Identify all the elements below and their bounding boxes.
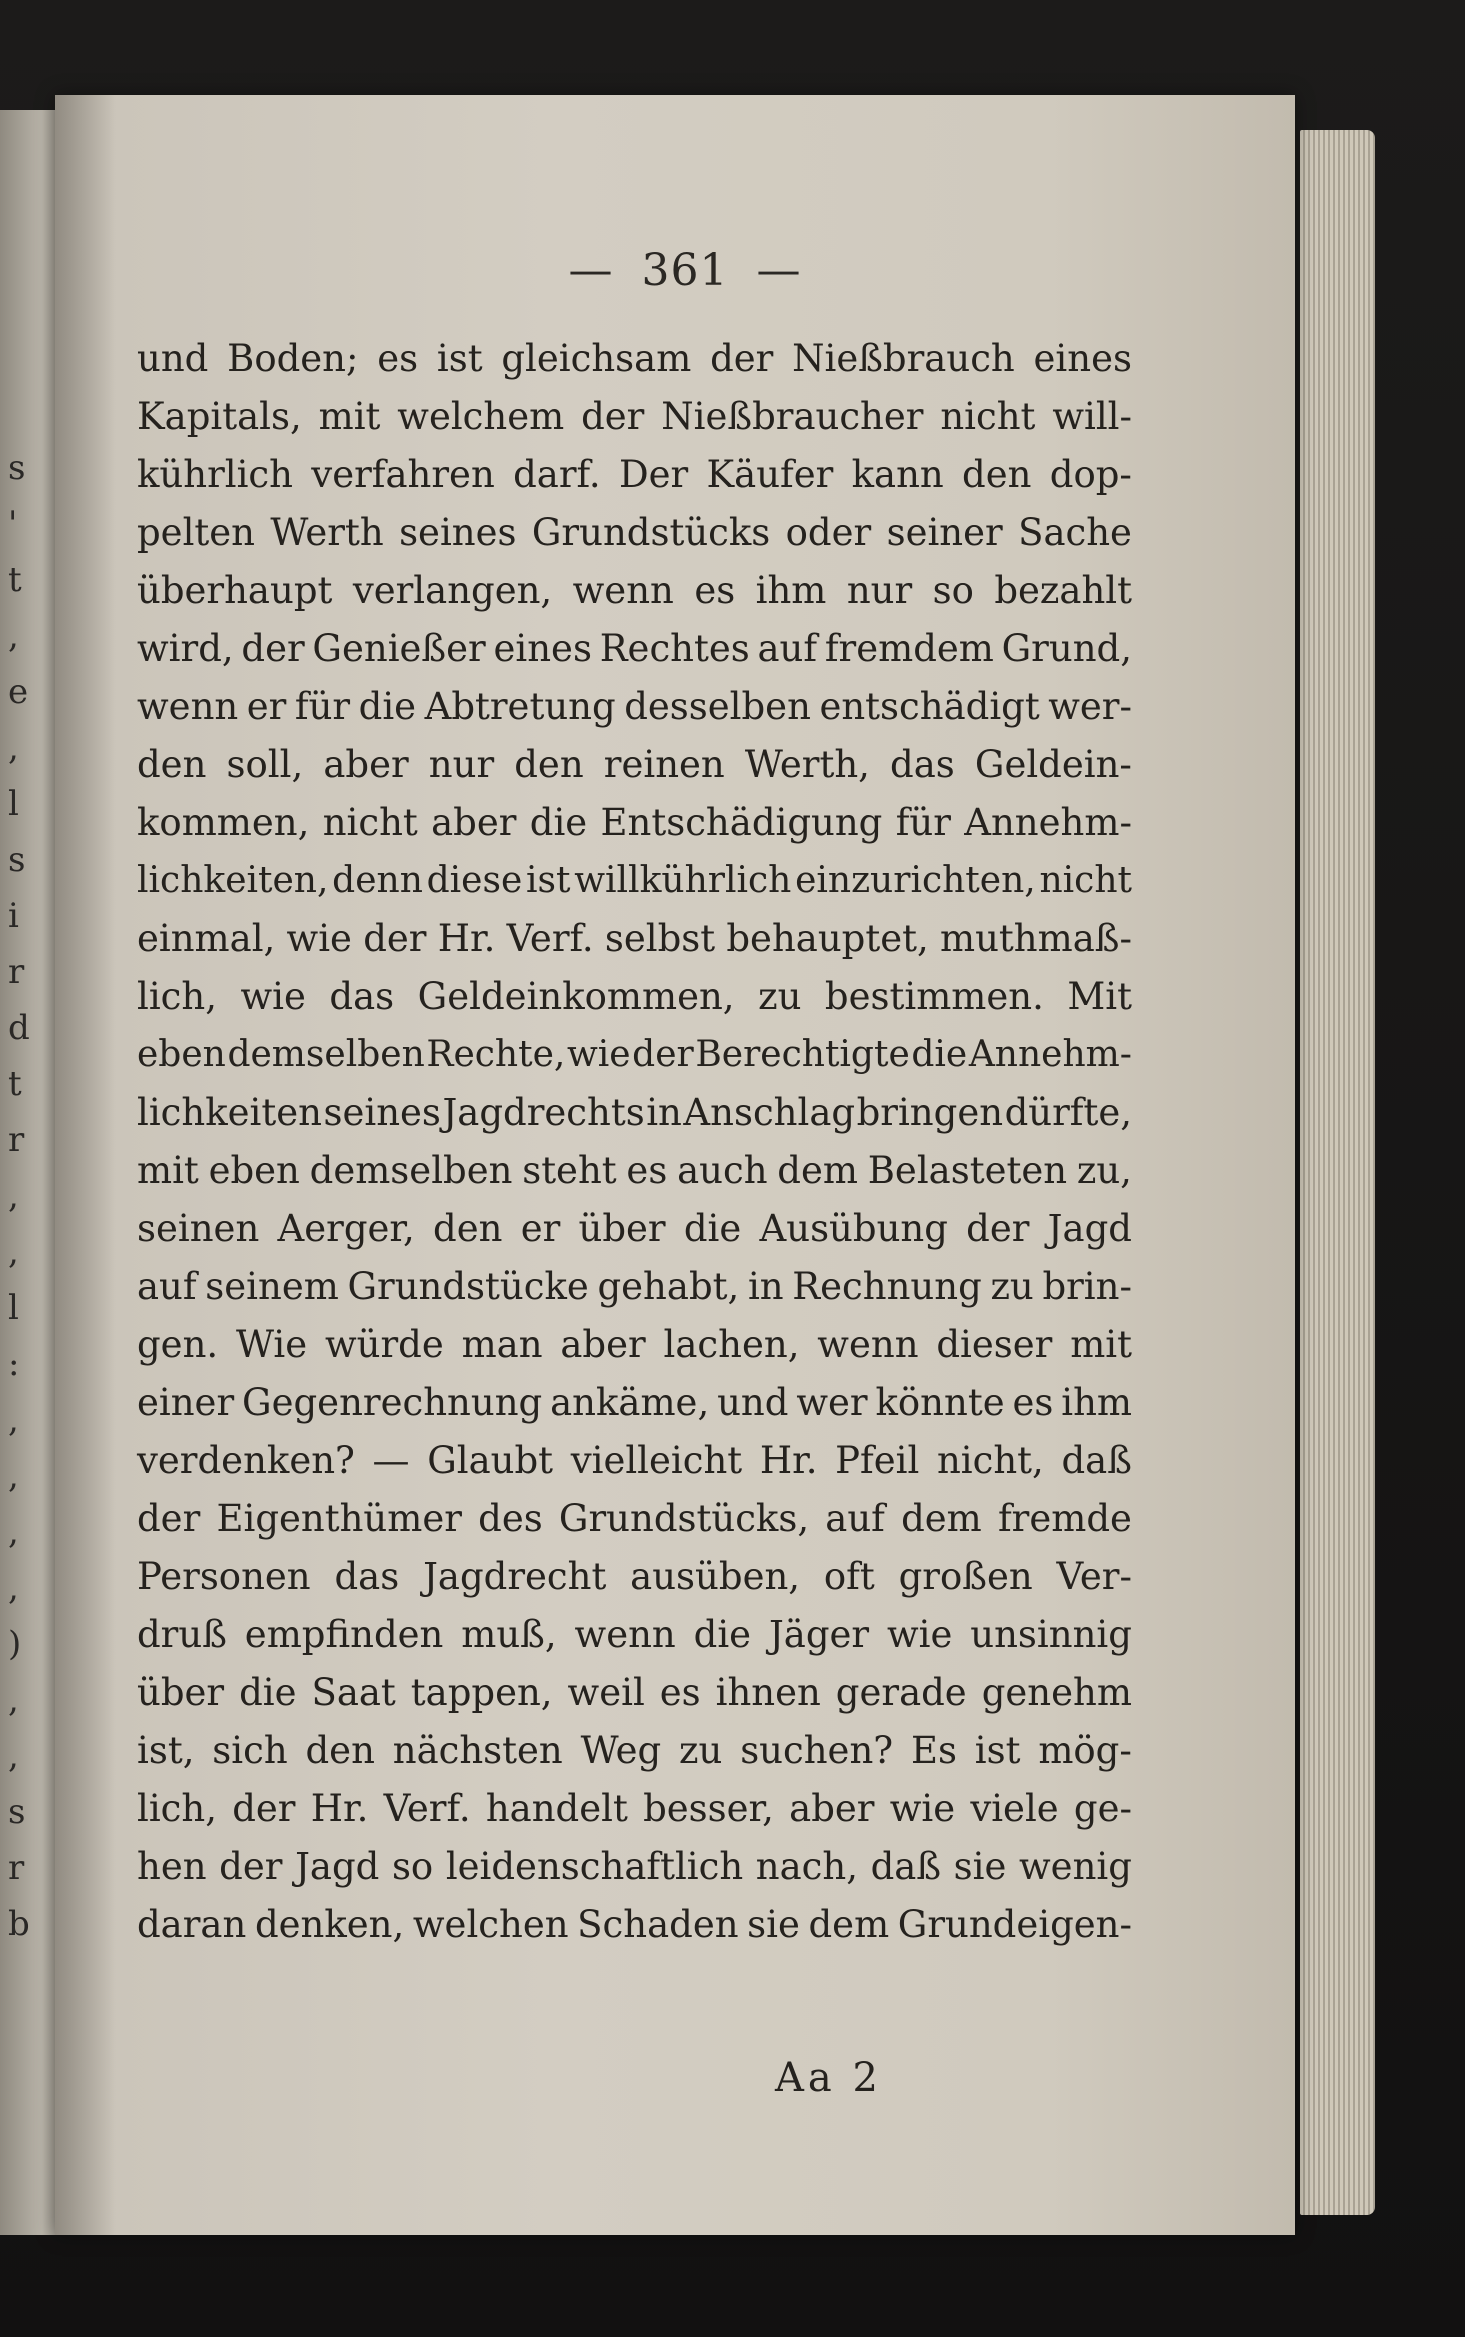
page-number xyxy=(55,245,1295,296)
book xyxy=(55,95,1335,2235)
text-line: hen der Jagd so leidenschaftlich nach, daß sie wenig xyxy=(137,1845,1132,1888)
page-stack-edge xyxy=(1300,130,1375,2215)
text-line: lich, der Hr. Verf. handelt besser, aber wie viele ge- xyxy=(137,1787,1132,1830)
page-number-dash-right: — xyxy=(756,245,802,296)
text-line: einer Gegenrechnung ankäme, und wer könnte es ihm xyxy=(137,1381,1132,1424)
text-line: gen. Wie würde man aber lachen, wenn dieser mit xyxy=(137,1323,1132,1366)
text-line: daran denken, welchen Schaden sie dem Grundeigen- xyxy=(137,1903,1132,1946)
text-line: der Eigenthümer des Grundstücks, auf dem fremde xyxy=(137,1497,1132,1540)
body-text xyxy=(137,330,1132,1954)
text-line: kührlich verfahren darf. Der Käufer kann den dop- xyxy=(137,453,1132,496)
book-page xyxy=(55,95,1295,2235)
text-line: auf seinem Grundstücke gehabt, in Rechnung zu brin- xyxy=(137,1265,1132,1308)
text-line: über die Saat tappen, weil es ihnen gerade genehm xyxy=(137,1671,1132,1714)
text-line: verdenken? — Glaubt vielleicht Hr. Pfeil nicht, daß xyxy=(137,1439,1132,1482)
text-line: druß empfinden muß, wenn die Jäger wie unsinnig xyxy=(137,1613,1132,1656)
facing-page-text-fragments: s ' t , e , l s i r d t r , , l : , , , , ) , , s r b xyxy=(8,448,30,1944)
page-number-value: 361 xyxy=(641,245,729,296)
text-line: ist, sich den nächsten Weg zu suchen? Es ist mög- xyxy=(137,1729,1132,1772)
text-line: seinen Aerger, den er über die Ausübung der Jagd xyxy=(137,1207,1132,1250)
text-line: pelten Werth seines Grundstücks oder seiner Sache xyxy=(137,511,1132,554)
text-line: lichkeiten seines Jagdrechts in Anschlag bringen dürfte, xyxy=(137,1091,1132,1134)
text-line: Personen das Jagdrecht ausüben, oft großen Ver- xyxy=(137,1555,1132,1598)
text-line: mit eben demselben steht es auch dem Belasteten zu, xyxy=(137,1149,1132,1192)
text-line: Kapitals, mit welchem der Nießbraucher nicht will- xyxy=(137,395,1132,438)
text-line: überhaupt verlangen, wenn es ihm nur so bezahlt xyxy=(137,569,1132,612)
text-line: wird, der Genießer eines Rechtes auf fremdem Grund, xyxy=(137,627,1132,670)
text-line: eben demselben Rechte, wie der Berechtigte die Annehm- xyxy=(137,1034,1132,1075)
text-line: lich, wie das Geldeinkommen, zu bestimmen. Mit xyxy=(137,975,1132,1018)
text-line: und Boden; es ist gleichsam der Nießbrauch eines xyxy=(137,337,1132,380)
gutter-shadow xyxy=(55,95,115,2235)
text-line: wenn er für die Abtretung desselben entschädigt wer- xyxy=(137,685,1132,728)
text-line: den soll, aber nur den reinen Werth, das Geldein- xyxy=(137,743,1132,786)
page-number-dash-left: — xyxy=(568,245,614,296)
text-line: einmal, wie der Hr. Verf. selbst behauptet, muthmaß- xyxy=(137,917,1132,960)
printer-signature-mark: Aa 2 xyxy=(775,2055,882,2101)
text-line: lichkeiten, denn diese ist willkührlich einzurichten, nicht xyxy=(137,860,1132,901)
text-line: kommen, nicht aber die Entschädigung für Annehm- xyxy=(137,801,1132,844)
